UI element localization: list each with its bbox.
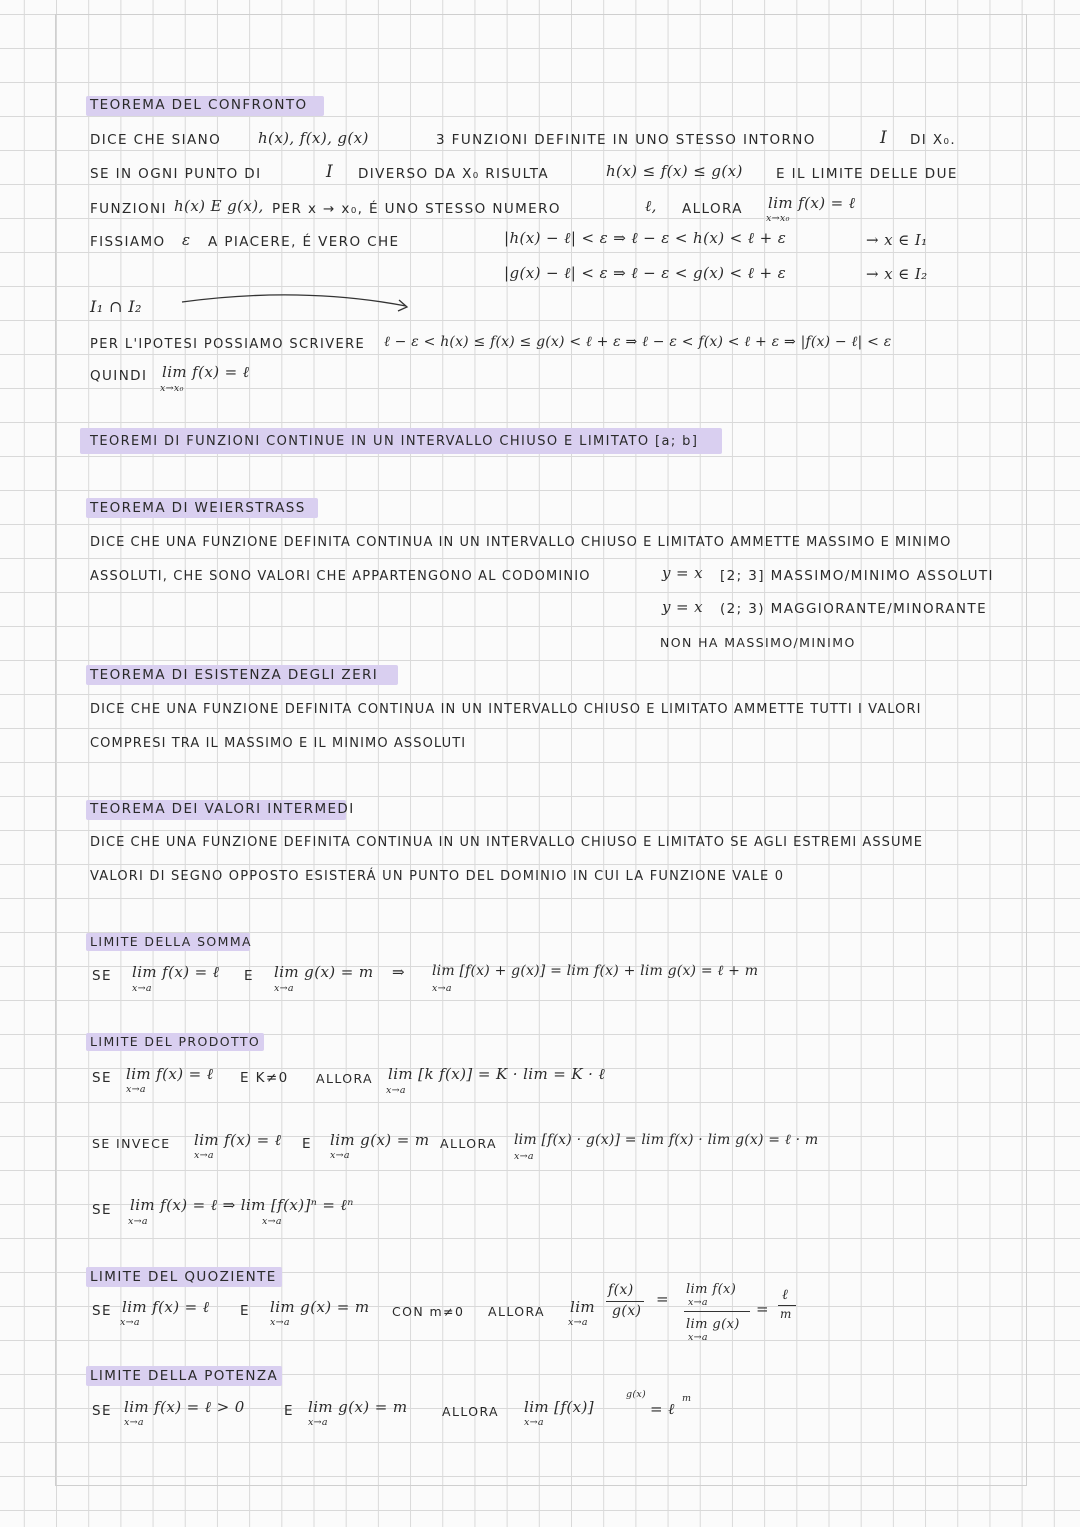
intermedi-line2: VALORI DI SEGNO OPPOSTO ESISTERÁ UN PUNTO DEL DOMINIO IN CUI LA FUNZIONE VALE 0 bbox=[90, 869, 785, 884]
prodotto-r2-result: lim [f(x) · g(x)] = lim f(x) · lim g(x) = ℓ · m bbox=[514, 1132, 819, 1148]
prodotto-sub-6: x→a bbox=[128, 1216, 148, 1227]
weierstrass-line1: DICE CHE UNA FUNZIONE DEFINITA CONTINUA IN UN INTERVALLO CHIUSO E LIMITATO AMMETTE MASSIMO E MINIMO bbox=[90, 535, 952, 550]
somma-se: SE bbox=[92, 968, 112, 984]
potenza-result-value: = ℓ bbox=[650, 1400, 675, 1418]
confronto-fissiamo: FISSIAMO bbox=[90, 234, 166, 250]
confronto-limit-sub: x→x₀ bbox=[766, 213, 790, 224]
confronto-quindi: QUINDI bbox=[90, 368, 148, 384]
prodotto-sub-5: x→a bbox=[514, 1151, 534, 1162]
quoziente-den2: lim g(x) bbox=[686, 1317, 740, 1332]
confronto-hg: h(x) E g(x), bbox=[174, 197, 264, 215]
prodotto-r2-limit-g: lim g(x) = m bbox=[330, 1131, 430, 1149]
somma-sub-2: x→a bbox=[274, 983, 294, 994]
prodotto-r1-result: lim [k f(x)] = K · lim = K · ℓ bbox=[388, 1065, 606, 1083]
confronto-ell: ℓ, bbox=[645, 197, 657, 215]
zeri-title: TEOREMA DI ESISTENZA DEGLI ZERI bbox=[90, 667, 379, 683]
confronto-line1-definite: 3 FUNZIONI DEFINITE IN UNO STESSO INTORNO bbox=[436, 132, 816, 148]
confronto-inequality: h(x) ≤ f(x) ≤ g(x) bbox=[606, 162, 743, 180]
intermedi-line1: DICE CHE UNA FUNZIONE DEFINITA CONTINUA IN UN INTERVALLO CHIUSO E LIMITATO SE AGLI ESTREMI ASSUME bbox=[90, 835, 924, 850]
confronto-line2-limite: E IL LIMITE DELLE DUE bbox=[776, 166, 958, 182]
quoziente-num2: lim f(x) bbox=[686, 1282, 737, 1297]
confronto-line2-text: SE IN OGNI PUNTO DI bbox=[90, 166, 262, 182]
potenza-allora: ALLORA bbox=[442, 1404, 500, 1419]
quoziente-se: SE bbox=[92, 1303, 112, 1319]
quoziente-limit-f: lim f(x) = ℓ bbox=[122, 1298, 210, 1316]
confronto-i2: → x ∈ I₂ bbox=[866, 265, 928, 283]
quoziente-num: f(x) bbox=[608, 1282, 634, 1298]
quoziente-num3: ℓ bbox=[782, 1287, 789, 1303]
confronto-conclusion-sub: x→x₀ bbox=[160, 383, 184, 394]
confronto-functions: h(x), f(x), g(x) bbox=[258, 129, 369, 147]
weierstrass-title: TEOREMA DI WEIERSTRASS bbox=[90, 500, 306, 516]
quoziente-limit-g: lim g(x) = m bbox=[270, 1298, 370, 1316]
quoziente-sub-3: x→a bbox=[568, 1317, 588, 1328]
prodotto-r1-limit: lim f(x) = ℓ bbox=[126, 1065, 214, 1083]
quoziente-sub-2: x→a bbox=[270, 1317, 290, 1328]
fraction-bar-2 bbox=[684, 1311, 750, 1312]
intersection-label: I₁ ∩ I₂ bbox=[90, 297, 142, 316]
prodotto-sub-4: x→a bbox=[330, 1150, 350, 1161]
potenza-title: LIMITE DELLA POTENZA bbox=[90, 1368, 279, 1384]
somma-e: E bbox=[244, 968, 254, 984]
quoziente-e: E bbox=[240, 1303, 250, 1319]
weierstrass-ex2-func: y = x bbox=[662, 598, 704, 616]
potenza-result-exp: m bbox=[682, 1393, 692, 1404]
prodotto-r1-se: SE bbox=[92, 1070, 112, 1086]
weierstrass-ex2-text: (2; 3) MAGGIORANTE/MINORANTE bbox=[720, 601, 988, 617]
prodotto-r2-allora: ALLORA bbox=[440, 1136, 498, 1151]
prodotto-r2-e: E bbox=[302, 1136, 312, 1152]
confronto-title: TEOREMA DEL CONFRONTO bbox=[90, 97, 308, 113]
confronto-line3-funzioni: FUNZIONI bbox=[90, 201, 167, 217]
weierstrass-ex1-text: [2; 3] MASSIMO/MINIMO ASSOLUTI bbox=[720, 568, 994, 584]
confronto-line1-text: DICE CHE SIANO bbox=[90, 132, 222, 148]
potenza-se: SE bbox=[92, 1403, 112, 1419]
confronto-point: DI X₀. bbox=[910, 132, 957, 148]
interval-symbol: I bbox=[880, 128, 888, 148]
continue-heading: TEOREMI DI FUNZIONI CONTINUE IN UN INTERVALLO CHIUSO E LIMITATO [a; b] bbox=[90, 434, 699, 449]
prodotto-r1-allora: ALLORA bbox=[316, 1071, 374, 1086]
weierstrass-line2: ASSOLUTI, CHE SONO VALORI CHE APPARTENGONO AL CODOMINIO bbox=[90, 569, 591, 584]
confronto-h-bound: |h(x) − ℓ| < ε ⇒ ℓ − ε < h(x) < ℓ + ε bbox=[504, 229, 787, 247]
confronto-line3-per: PER x → x₀, É UNO STESSO NUMERO bbox=[272, 201, 561, 217]
prodotto-r3-se: SE bbox=[92, 1202, 112, 1218]
confronto-piacere: A PIACERE, É VERO CHE bbox=[208, 234, 400, 250]
somma-implies: ⇒ bbox=[392, 963, 405, 981]
prodotto-r2-seinvece: SE INVECE bbox=[92, 1136, 171, 1151]
prodotto-title: LIMITE DEL PRODOTTO bbox=[90, 1034, 261, 1049]
zeri-line2: COMPRESI TRA IL MASSIMO E IL MINIMO ASSOLUTI bbox=[90, 736, 467, 751]
fraction-bar bbox=[606, 1301, 644, 1302]
quoziente-sub-4: x→a bbox=[688, 1297, 708, 1308]
potenza-limit-g: lim g(x) = m bbox=[308, 1398, 408, 1416]
quoziente-sub-5: x→a bbox=[688, 1332, 708, 1343]
confronto-line2-diverso: DIVERSO DA X₀ RISULTA bbox=[358, 166, 549, 182]
quoziente-allora: ALLORA bbox=[488, 1304, 546, 1319]
confronto-chain: ℓ − ε < h(x) ≤ f(x) ≤ g(x) < ℓ + ε ⇒ ℓ − ε < f(x) < ℓ + ε ⇒ |f(x) − ℓ| < ε bbox=[384, 334, 892, 350]
potenza-limit-f: lim f(x) = ℓ > 0 bbox=[124, 1398, 245, 1416]
confronto-i1: → x ∈ I₁ bbox=[866, 231, 928, 249]
potenza-sub-3: x→a bbox=[524, 1417, 544, 1428]
weierstrass-ex3-text: NON HA MASSIMO/MINIMO bbox=[660, 635, 856, 650]
potenza-sub-2: x→a bbox=[308, 1417, 328, 1428]
confronto-ipotesi: PER L'IPOTESI POSSIAMO SCRIVERE bbox=[90, 337, 366, 352]
somma-sub-3: x→a bbox=[432, 983, 452, 994]
weierstrass-ex1-func: y = x bbox=[662, 564, 704, 582]
quoziente-title: LIMITE DEL QUOZIENTE bbox=[90, 1269, 277, 1285]
confronto-g-bound: |g(x) − ℓ| < ε ⇒ ℓ − ε < g(x) < ℓ + ε bbox=[504, 264, 787, 282]
prodotto-r1-k: E K≠0 bbox=[240, 1070, 289, 1086]
prodotto-sub-3: x→a bbox=[194, 1150, 214, 1161]
prodotto-r2-limit-f: lim f(x) = ℓ bbox=[194, 1131, 282, 1149]
prodotto-sub-7: x→a bbox=[262, 1216, 282, 1227]
potenza-e: E bbox=[284, 1403, 294, 1419]
quoziente-eq-2: = bbox=[756, 1300, 769, 1318]
confronto-conclusion: lim f(x) = ℓ bbox=[162, 363, 250, 381]
prodotto-r3-power: lim f(x) = ℓ ⇒ lim [f(x)]ⁿ = ℓⁿ bbox=[130, 1196, 354, 1214]
somma-result: lim [f(x) + g(x)] = lim f(x) + lim g(x) = ℓ + m bbox=[432, 963, 759, 979]
prodotto-sub-2: x→a bbox=[386, 1085, 406, 1096]
epsilon-symbol: ε bbox=[182, 231, 191, 249]
quoziente-den: g(x) bbox=[612, 1303, 642, 1319]
prodotto-sub-1: x→a bbox=[126, 1084, 146, 1095]
somma-limit-f: lim f(x) = ℓ bbox=[132, 963, 220, 981]
intermedi-title: TEOREMA DEI VALORI INTERMEDI bbox=[90, 801, 355, 817]
quoziente-sub-1: x→a bbox=[120, 1317, 140, 1328]
somma-limit-g: lim g(x) = m bbox=[274, 963, 374, 981]
potenza-exponent: g(x) bbox=[626, 1389, 647, 1400]
zeri-line1: DICE CHE UNA FUNZIONE DEFINITA CONTINUA IN UN INTERVALLO CHIUSO E LIMITATO AMMETTE TUTTI I VALORI bbox=[90, 702, 922, 717]
quoziente-condition: CON m≠0 bbox=[392, 1304, 465, 1319]
quoziente-lim: lim bbox=[570, 1298, 596, 1316]
somma-title: LIMITE DELLA SOMMA bbox=[90, 934, 252, 949]
somma-sub-1: x→a bbox=[132, 983, 152, 994]
confronto-limit: lim f(x) = ℓ bbox=[768, 194, 856, 212]
fraction-bar-3 bbox=[778, 1305, 796, 1306]
quoziente-den3: m bbox=[780, 1307, 792, 1321]
curved-arrow-icon bbox=[180, 286, 420, 316]
potenza-result: lim [f(x)] bbox=[524, 1398, 595, 1416]
interval-symbol-2: I bbox=[326, 162, 334, 182]
quoziente-eq-1: = bbox=[656, 1290, 669, 1308]
potenza-sub-1: x→a bbox=[124, 1417, 144, 1428]
confronto-allora: ALLORA bbox=[682, 201, 743, 217]
